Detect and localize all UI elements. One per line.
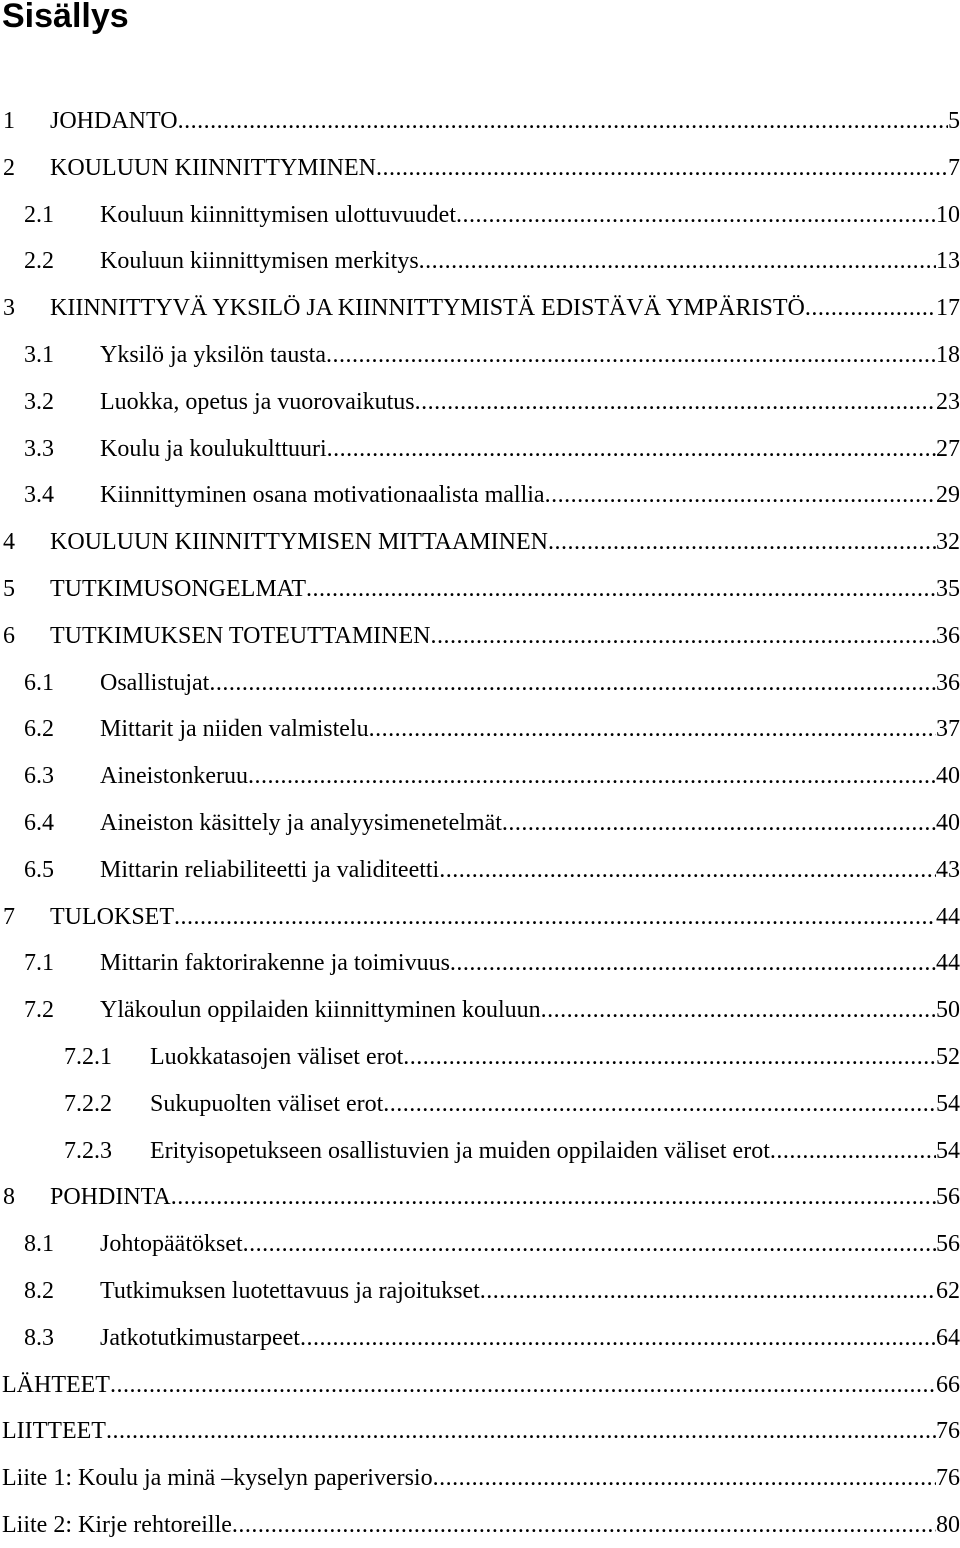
toc-entry-title: TUTKIMUKSEN TOTEUTTAMINEN [50,622,431,649]
toc-entry[interactable] [0,799,960,846]
toc-entry[interactable] [0,1267,960,1314]
toc-entry-line [100,340,960,370]
toc-entry[interactable] [0,425,960,472]
toc-dot-leader [419,246,936,276]
toc-entry-number: 3 [3,295,15,322]
toc-entry-title: LÄHTEET [2,1371,110,1398]
toc-dot-leader [174,902,936,932]
toc-entry-page-number: 27 [936,435,960,462]
toc-dot-leader [306,574,936,604]
toc-entry-page-number: 36 [936,669,960,696]
toc-entry-number: 7.2.3 [64,1137,112,1164]
toc-entry-number: 4 [3,529,15,556]
toc-entry-number: 7 [3,903,15,930]
toc-dot-leader [541,995,936,1025]
toc-entry-page-number: 40 [936,809,960,836]
toc-entry-number: 8.3 [24,1324,54,1351]
toc-entry-title: Kouluun kiinnittymisen merkitys [100,248,419,275]
toc-entry-page-number: 13 [936,248,960,275]
toc-entry-page-number: 80 [936,1511,960,1538]
toc-entry-number: 3.3 [24,435,54,462]
toc-entry-page-number: 5 [948,108,960,134]
toc-entry-title: Johtopäätökset [100,1231,243,1258]
toc-entry[interactable] [0,565,960,612]
toc-entry-number: 5 [3,575,15,602]
toc-entry-line [100,808,960,838]
toc-entry-number: 6.1 [24,669,54,696]
toc-entry[interactable] [0,237,960,284]
toc-entry-title: Osallistujat [100,669,210,696]
toc-entry-line [100,1276,960,1306]
toc-entry-title: Yläkoulun oppilaiden kiinnittyminen kouluun [100,997,541,1024]
toc-dot-leader [248,761,936,791]
toc-dot-leader [415,387,936,417]
table-of-contents [0,97,960,1548]
toc-entry-title: Mittarit ja niiden valmistelu [100,716,369,743]
toc-entry[interactable] [0,752,960,799]
toc-entry-number: 3.1 [24,341,54,368]
toc-entry-line [50,106,960,136]
toc-entry-line [50,293,960,323]
toc-entry-title: Kiinnittyminen osana motivationaalista mallia [100,482,545,509]
toc-dot-leader [450,948,936,978]
toc-entry-page-number: 37 [936,716,960,743]
toc-entry-page-number: 44 [936,950,960,977]
toc-entry[interactable] [0,378,960,425]
toc-dot-leader [439,855,936,885]
toc-entry-page-number: 76 [936,1465,960,1492]
page-title: Sisällys [2,0,129,35]
toc-entry-number: 1 [3,108,15,134]
toc-dot-leader [106,1416,936,1446]
toc-dot-leader [770,1136,936,1166]
toc-entry-title: TUTKIMUSONGELMAT [50,575,306,602]
toc-entry-page-number: 32 [936,529,960,556]
toc-entry-title: LIITTEET [2,1418,106,1445]
toc-entry-number: 2 [3,154,15,181]
toc-entry-page-number: 40 [936,763,960,790]
toc-entry[interactable] [0,986,960,1033]
toc-entry-line [50,153,960,183]
toc-dot-leader [178,106,948,136]
toc-entry-line [100,387,960,417]
toc-entry-number: 3.4 [24,482,54,509]
toc-entry[interactable] [0,97,960,144]
toc-entry-line [100,434,960,464]
toc-entry-title: Luokka, opetus ja vuorovaikutus [100,388,415,415]
toc-entry-title: Tutkimuksen luotettavuus ja rajoitukset [100,1277,480,1304]
toc-entry-page-number: 52 [936,1043,960,1070]
toc-entry-title: Kouluun kiinnittymisen ulottuvuudet [100,201,456,228]
toc-entry-line [150,1089,960,1119]
toc-entry-title: Sukupuolten väliset erot [150,1090,384,1117]
toc-entry-line [100,668,960,698]
toc-entry[interactable] [0,659,960,706]
toc-entry-line [50,902,960,932]
toc-entry-page-number: 66 [936,1371,960,1398]
toc-entry-title: Liite 1: Koulu ja minä –kyselyn paperiversio [2,1465,433,1492]
toc-entry-number: 8.2 [24,1277,54,1304]
toc-dot-leader [433,1463,936,1493]
toc-dot-leader [376,153,948,183]
toc-entry[interactable] [0,893,960,940]
toc-entry-page-number: 36 [936,622,960,649]
toc-entry-number: 3.2 [24,388,54,415]
toc-dot-leader [548,527,936,557]
toc-dot-leader [456,200,936,230]
toc-entry-title: TULOKSET [50,903,174,930]
toc-entry-line [2,1510,960,1540]
toc-dot-leader [232,1510,936,1540]
toc-entry-page-number: 10 [936,201,960,228]
toc-entry-page-number: 62 [936,1277,960,1304]
toc-entry-number: 7.2.1 [64,1043,112,1070]
toc-entry-title: Mittarin faktorirakenne ja toimivuus [100,950,450,977]
toc-entry-line [100,855,960,885]
toc-entry[interactable] [0,846,960,893]
toc-entry-number: 6 [3,622,15,649]
toc-entry-page-number: 54 [936,1137,960,1164]
toc-entry-page-number: 29 [936,482,960,509]
toc-entry-line [2,1416,960,1446]
toc-entry[interactable] [0,144,960,191]
toc-entry-page-number: 43 [936,856,960,883]
toc-entry-title: Mittarin reliabiliteetti ja validiteetti [100,856,440,883]
toc-entry-title: Aineistonkeruu [100,763,248,790]
toc-entry-line [150,1136,960,1166]
toc-entry[interactable] [0,1220,960,1267]
toc-entry-number: 8.1 [24,1231,54,1258]
toc-entry-page-number: 64 [936,1324,960,1351]
toc-dot-leader [300,1323,936,1353]
toc-entry-title: Koulu ja koulukulttuuri [100,435,327,462]
toc-entry[interactable] [0,1454,960,1501]
toc-entry-line [100,1229,960,1259]
toc-entry-page-number: 35 [936,575,960,602]
toc-entry-page-number: 56 [936,1184,960,1211]
toc-entry-title: Jatkotutkimustarpeet [100,1324,300,1351]
toc-entry-title: KOULUUN KIINNITTYMINEN [50,154,376,181]
toc-entry-page-number: 50 [936,997,960,1024]
toc-entry-title: Erityisopetukseen osallistuvien ja muiden oppilaiden väliset erot [150,1137,770,1164]
toc-entry[interactable] [0,1407,960,1454]
toc-entry-number: 6.5 [24,856,54,883]
toc-entry-title: KOULUUN KIINNITTYMISEN MITTAAMINEN [50,529,548,556]
toc-entry-number: 7.2 [24,997,54,1024]
toc-entry-line [50,621,960,651]
toc-entry-page-number: 44 [936,903,960,930]
toc-entry[interactable] [0,284,960,331]
toc-entry-line [50,574,960,604]
toc-entry[interactable] [0,612,960,659]
toc-entry[interactable] [0,705,960,752]
toc-dot-leader [383,1089,936,1119]
toc-entry-page-number: 76 [936,1418,960,1445]
toc-dot-leader [430,621,936,651]
toc-entry[interactable] [0,1361,960,1408]
toc-entry[interactable] [0,191,960,238]
toc-dot-leader [110,1370,936,1400]
toc-entry-line [2,1370,960,1400]
toc-dot-leader [327,434,936,464]
toc-entry-title: Aineiston käsittely ja analyysimenetelmät [100,809,502,836]
toc-dot-leader [403,1042,936,1072]
toc-entry-line [100,1323,960,1353]
toc-entry-line [2,1463,960,1493]
toc-entry[interactable] [0,471,960,518]
toc-entry[interactable] [0,1033,960,1080]
toc-dot-leader [243,1229,936,1259]
toc-entry-title: Yksilö ja yksilön tausta [100,341,326,368]
toc-entry-title: KIINNITTYVÄ YKSILÖ JA KIINNITTYMISTÄ EDISTÄVÄ YMPÄRISTÖ [50,295,805,322]
toc-dot-leader [369,714,936,744]
toc-entry[interactable] [0,518,960,565]
toc-entry-number: 8 [3,1184,15,1211]
toc-entry-title: Luokkatasojen väliset erot [150,1043,404,1070]
toc-entry-line [100,714,960,744]
toc-entry-number: 2.1 [24,201,54,228]
toc-dot-leader [480,1276,936,1306]
toc-entry-page-number: 17 [936,295,960,322]
toc-entry-page-number: 54 [936,1090,960,1117]
toc-entry-number: 7.2.2 [64,1090,112,1117]
toc-dot-leader [326,340,936,370]
toc-entry[interactable] [0,1314,960,1361]
toc-dot-leader [502,808,936,838]
toc-dot-leader [545,480,936,510]
toc-dot-leader [171,1182,936,1212]
toc-entry-page-number: 56 [936,1231,960,1258]
toc-entry-title: POHDINTA [50,1184,171,1211]
toc-entry-number: 2.2 [24,248,54,275]
toc-entry-line [100,995,960,1025]
toc-entry-page-number: 23 [936,388,960,415]
toc-dot-leader [805,293,936,323]
toc-entry-line [100,200,960,230]
toc-entry-line [150,1042,960,1072]
toc-entry-line [100,948,960,978]
toc-entry-line [100,246,960,276]
toc-entry[interactable] [0,1173,960,1220]
toc-dot-leader [209,668,936,698]
toc-entry-number: 6.3 [24,763,54,790]
toc-entry[interactable] [0,939,960,986]
toc-entry-line [100,761,960,791]
toc-entry[interactable] [0,1080,960,1127]
toc-entry[interactable] [0,1127,960,1174]
toc-entry-page-number: 18 [936,341,960,368]
toc-entry-line [100,480,960,510]
toc-entry[interactable] [0,331,960,378]
toc-entry-page-number: 7 [948,154,960,181]
toc-entry-number: 7.1 [24,950,54,977]
toc-entry-number: 6.4 [24,809,54,836]
toc-entry-line [50,1182,960,1212]
toc-entry-number: 6.2 [24,716,54,743]
toc-entry-line [50,527,960,557]
toc-entry-title: Liite 2: Kirje rehtoreille [2,1511,232,1538]
toc-entry[interactable] [0,1501,960,1548]
toc-entry-title: JOHDANTO [50,108,178,134]
